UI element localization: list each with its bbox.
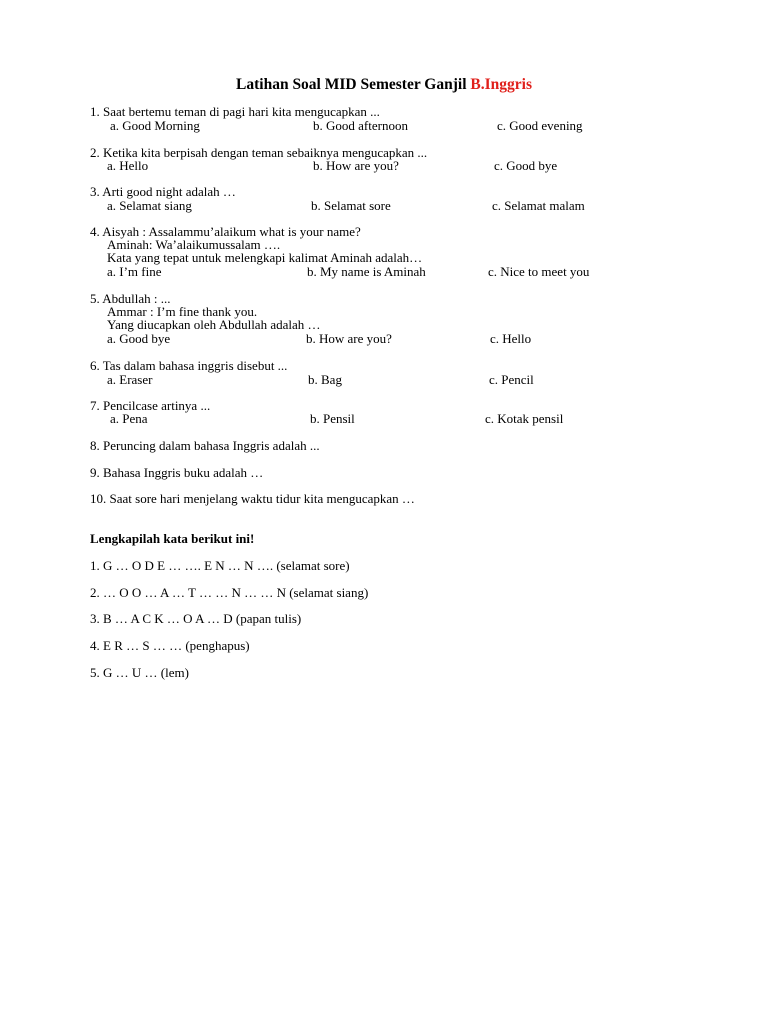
question-5-option-c: c. Hello — [490, 331, 532, 346]
page-title — [0, 76, 768, 94]
question-5-text: 5. Abdullah : ... — [90, 291, 171, 306]
fill-item-1: 1. G … O D E … …. E N … N …. (selamat sore) — [90, 558, 350, 573]
question-9-text: 9. Bahasa Inggris buku adalah … — [90, 465, 264, 480]
question-4-dialogue: Aminah: Wa’alaikumussalam …. — [107, 237, 281, 252]
question-7-option-c: c. Kotak pensil — [485, 411, 564, 426]
question-4-option-c: c. Nice to meet you — [488, 264, 590, 279]
question-4-option-a: a. I’m fine — [107, 264, 162, 279]
question-3-text: 3. Arti good night adalah … — [90, 184, 236, 199]
question-6-option-b: b. Bag — [308, 372, 342, 387]
question-1-option-c: c. Good evening — [497, 118, 583, 133]
fill-item-2: 2. … O O … A … T … … N … … N (selamat siang) — [90, 585, 369, 600]
question-10-text: 10. Saat sore hari menjelang waktu tidur kita mengucapkan … — [90, 491, 415, 506]
fill-item-3: 3. B … A C K … O A … D (papan tulis) — [90, 611, 302, 626]
question-2-option-c: c. Good bye — [494, 158, 558, 173]
question-4-option-b: b. My name is Aminah — [307, 264, 426, 279]
question-3-option-a: a. Selamat siang — [107, 198, 192, 213]
question-2-text: 2. Ketika kita berpisah dengan teman sebaiknya mengucapkan ... — [90, 145, 428, 160]
question-8-text: 8. Peruncing dalam bahasa Inggris adalah ... — [90, 438, 320, 453]
question-6-option-a: a. Eraser — [107, 372, 153, 387]
question-1-option-a: a. Good Morning — [110, 118, 200, 133]
question-3-option-b: b. Selamat sore — [311, 198, 391, 213]
question-2-option-a: a. Hello — [107, 158, 149, 173]
question-5-prompt: Yang diucapkan oleh Abdullah adalah … — [107, 317, 321, 332]
question-5-option-a: a. Good bye — [107, 331, 171, 346]
question-5-dialogue: Ammar : I’m fine thank you. — [107, 304, 258, 319]
question-2-option-b: b. How are you? — [313, 158, 399, 173]
question-3-option-c: c. Selamat malam — [492, 198, 585, 213]
title-accent: B.Inggris — [470, 76, 532, 93]
title-main: Latihan Soal MID Semester Ganjil — [236, 76, 471, 93]
fill-item-4: 4. E R … S … … (penghapus) — [90, 638, 250, 653]
question-7-option-a: a. Pena — [110, 411, 148, 426]
question-4-text: 4. Aisyah : Assalammu’alaikum what is your name? — [90, 224, 361, 239]
fill-item-5: 5. G … U … (lem) — [90, 665, 189, 680]
question-5-option-b: b. How are you? — [306, 331, 392, 346]
question-7-option-b: b. Pensil — [310, 411, 355, 426]
question-4-prompt: Kata yang tepat untuk melengkapi kalimat Aminah adalah… — [107, 250, 423, 265]
question-1-option-b: b. Good afternoon — [313, 118, 408, 133]
question-7-text: 7. Pencilcase artinya ... — [90, 398, 211, 413]
question-1-text: 1. Saat bertemu teman di pagi hari kita mengucapkan ... — [90, 104, 380, 119]
question-6-option-c: c. Pencil — [489, 372, 534, 387]
question-6-text: 6. Tas dalam bahasa inggris disebut ... — [90, 358, 288, 373]
section-heading: Lengkapilah kata berikut ini! — [90, 531, 255, 546]
